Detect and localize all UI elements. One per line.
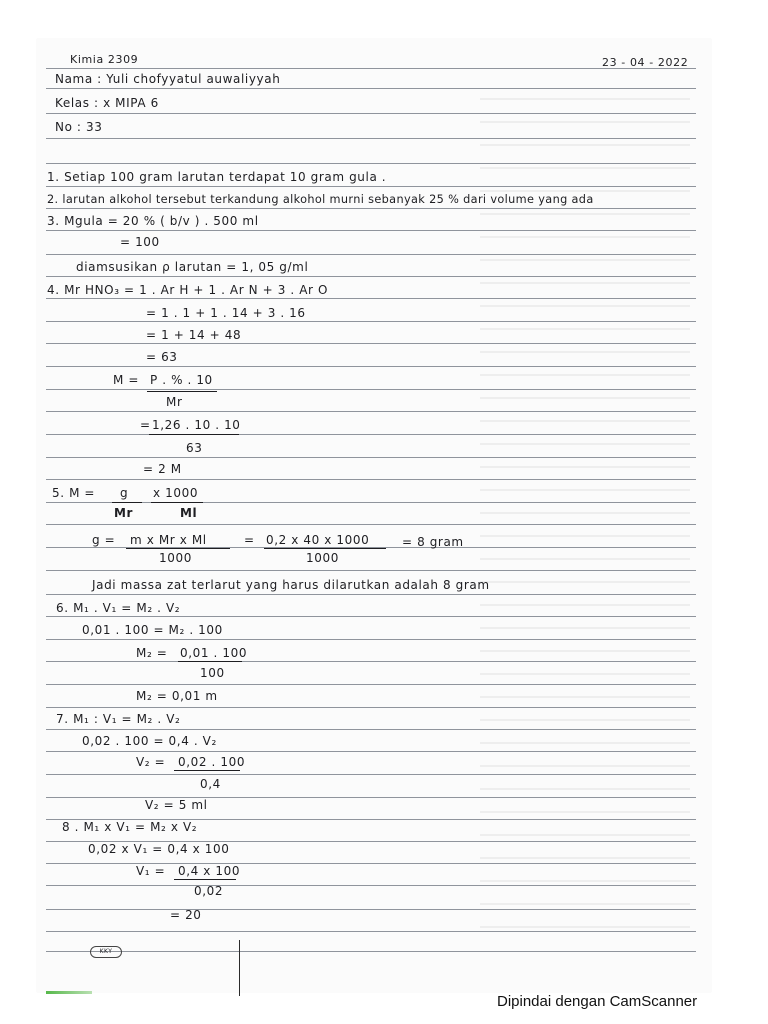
molarity-numerator-values: 1,26 . 10 . 10: [152, 418, 241, 432]
ruled-line: [46, 366, 696, 367]
ruled-line: [46, 343, 696, 344]
subject-code: Kimia 2309: [70, 53, 139, 66]
molarity-label: M =: [113, 373, 140, 387]
fraction-bar: [112, 502, 142, 503]
molarity-denominator-value: 63: [186, 441, 203, 455]
ruled-line: [46, 186, 696, 187]
answer-3-density: diamsusikan ρ larutan = 1, 05 g/ml: [76, 260, 309, 274]
fraction-bar: [149, 434, 239, 435]
ruled-line: [46, 570, 696, 571]
answer-6-m2-label: M₂ =: [136, 646, 168, 660]
answer-5-conclusion: Jadi massa zat terlarut yang harus dilarutkan adalah 8 gram: [92, 578, 490, 592]
ruled-line: [46, 254, 696, 255]
student-class: Kelas : x MIPA 6: [55, 96, 159, 110]
answer-6-numerator: 0,01 . 100: [180, 646, 248, 660]
ruled-line: [46, 88, 696, 89]
answer-7-step-1: 0,02 . 100 = 0,4 . V₂: [82, 734, 217, 748]
paper-brand-logo: KKY: [90, 946, 122, 958]
ruled-line: [46, 885, 696, 886]
scanner-watermark: Dipindai dengan CamScanner: [497, 993, 698, 1010]
fraction-bar: [147, 391, 217, 392]
ruled-line: [46, 276, 696, 277]
answer-7-denominator: 0,4: [200, 777, 221, 791]
fraction-bar: [264, 548, 386, 549]
answer-5-values-denominator: 1000: [306, 551, 339, 565]
ruled-line: [46, 389, 696, 390]
answer-5-g: g: [120, 486, 129, 500]
answer-4-step-3: = 63: [146, 350, 178, 364]
fraction-bar: [174, 770, 240, 771]
molarity-numerator: P . % . 10: [150, 373, 213, 387]
answer-7-v2-label: V₂ =: [136, 755, 166, 769]
answer-8-denominator: 0,02: [194, 884, 224, 898]
answer-1: 1. Setiap 100 gram larutan terdapat 10 gram gula .: [47, 170, 387, 184]
date: 23 - 04 - 2022: [602, 56, 689, 69]
answer-6-denominator: 100: [200, 666, 225, 680]
ruled-line: [46, 707, 696, 708]
ruled-line: [46, 502, 696, 503]
student-number: No : 33: [55, 120, 103, 134]
ruled-line: [46, 729, 696, 730]
bleed-through-shadow: [480, 80, 690, 940]
ruled-line: [46, 774, 696, 775]
answer-4-step-2: = 1 + 14 + 48: [146, 328, 242, 342]
answer-8-step-1: 0,02 x V₁ = 0,4 x 100: [88, 842, 230, 856]
molarity-equals: =: [140, 418, 151, 432]
answer-8-numerator: 0,4 x 100: [178, 864, 241, 878]
ruled-line: [46, 321, 696, 322]
ruled-line: [46, 163, 696, 164]
answer-8-v1-label: V₁ =: [136, 864, 166, 878]
fraction-bar: [174, 879, 236, 880]
answer-7: 7. M₁ : V₁ = M₂ . V₂: [56, 712, 181, 726]
ruled-line: [46, 661, 696, 662]
answer-5-result: = 8 gram: [402, 535, 464, 549]
answer-4-step-1: = 1 . 1 + 1 . 14 + 3 . 16: [146, 306, 306, 320]
answer-5-mr: Mr: [114, 506, 134, 520]
ruled-line: [46, 138, 696, 139]
scanner-edge-mark: [46, 991, 92, 994]
ruled-line: [46, 951, 696, 952]
fraction-bar: [178, 661, 242, 662]
ruled-line: [46, 684, 696, 685]
ruled-line: [46, 616, 696, 617]
ruled-line: [46, 434, 696, 435]
answer-7-result: V₂ = 5 ml: [145, 798, 208, 812]
answer-8-result: = 20: [170, 908, 202, 922]
ruled-line: [46, 594, 696, 595]
answer-5-1000: x 1000: [153, 486, 199, 500]
ruled-line: [46, 909, 696, 910]
answer-5-values-numerator: 0,2 x 40 x 1000: [266, 533, 370, 547]
answer-5-ml: Ml: [180, 506, 198, 520]
answer-5-g-equals: g =: [92, 533, 116, 547]
fraction-bar: [126, 548, 230, 549]
ruled-line: [46, 931, 696, 932]
fraction-bar: [151, 502, 203, 503]
answer-3: 3. Mgula = 20 % ( b/v ) . 500 ml: [47, 214, 259, 228]
ruled-line: [46, 230, 696, 231]
ruled-line: [46, 68, 696, 69]
answer-6: 6. M₁ . V₁ = M₂ . V₂: [56, 601, 181, 615]
answer-3-result: = 100: [120, 235, 160, 249]
answer-4: 4. Mr HNO₃ = 1 . Ar H + 1 . Ar N + 3 . Ar O: [47, 283, 329, 297]
ruled-line: [46, 457, 696, 458]
answer-6-result: M₂ = 0,01 m: [136, 689, 218, 703]
answer-4-result: = 2 M: [143, 462, 182, 476]
ruled-line: [46, 751, 696, 752]
ruled-line: [46, 298, 696, 299]
ruled-line: [46, 479, 696, 480]
answer-5-equals: =: [244, 533, 255, 547]
answer-5-formula-denominator: 1000: [159, 551, 192, 565]
ruled-line: [46, 208, 696, 209]
answer-6-step-1: 0,01 . 100 = M₂ . 100: [82, 623, 223, 637]
student-name: Nama : Yuli chofyyatul auwaliyyah: [55, 72, 281, 86]
answer-5-formula-numerator: m x Mr x Ml: [130, 533, 207, 547]
answer-8: 8 . M₁ x V₁ = M₂ x V₂: [62, 820, 198, 834]
ruled-line: [46, 411, 696, 412]
ruled-line: [46, 639, 696, 640]
pen-stroke: [239, 940, 240, 996]
ruled-line: [46, 524, 696, 525]
answer-5: 5. M =: [52, 486, 96, 500]
molarity-denominator: Mr: [166, 395, 183, 409]
answer-7-numerator: 0,02 . 100: [178, 755, 246, 769]
ruled-line: [46, 113, 696, 114]
ruled-line: [46, 797, 696, 798]
answer-2: 2. larutan alkohol tersebut terkandung alkohol murni sebanyak 25 % dari volume yang ada: [47, 193, 594, 206]
